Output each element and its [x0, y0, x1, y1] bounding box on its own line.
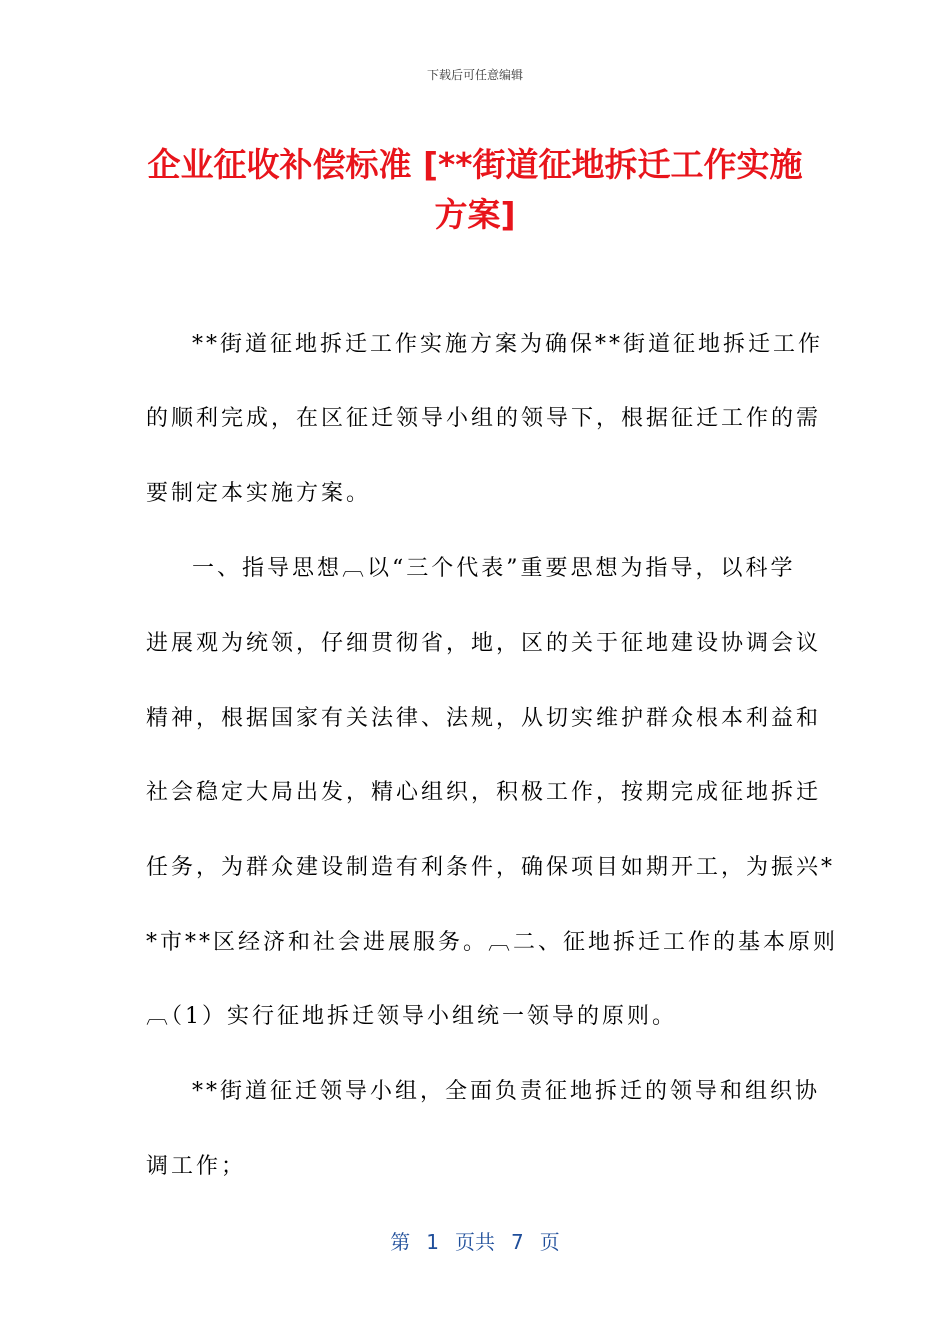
page-label-mid: 页共	[455, 1230, 495, 1254]
page-label-prefix: 第	[390, 1230, 411, 1254]
body-line: 的顺利完成，在区征迁领导小组的领导下，根据征迁工作的需	[146, 406, 822, 431]
body-line: 任务，为群众建设制造有利条件，确保项目如期开工，为振兴*	[146, 855, 836, 880]
header-note: 下载后可任意编辑	[426, 68, 523, 82]
body-line: **街道征迁领导小组，全面负责征地拆迁的领导和组织协	[192, 1079, 821, 1104]
body-line: **街道征地拆迁工作实施方案为确保**街道征地拆迁工作	[192, 332, 824, 357]
page-footer	[0, 1226, 950, 1255]
document-title: 企业征收补偿标准 [**街道征地拆迁工作实施方案]	[147, 145, 803, 234]
body-line: 进展观为统领，仔细贯彻省，地，区的关于征地建设协调会议	[146, 631, 822, 656]
body-line: 要制定本实施方案。	[146, 481, 372, 506]
body-line: 调工作；	[146, 1154, 247, 1179]
body-line: 社会稳定大局出发，精心组织，积极工作，按期完成征地拆迁	[146, 780, 822, 805]
page-current: 1	[426, 1230, 439, 1254]
body-line: 一、指导思想︹以“三个代表”重要思想为指导，以科学	[192, 556, 796, 581]
page-label-suffix: 页	[539, 1230, 560, 1254]
body-line: 精神，根据国家有关法律、法规，从切实维护群众根本利益和	[146, 706, 822, 731]
page-total: 7	[511, 1230, 524, 1254]
body-line: ︹（1）实行征地拆迁领导小组统一领导的原则。	[146, 1004, 677, 1029]
body-line: *市**区经济和社会进展服务。︹二、征地拆迁工作的基本原则	[146, 930, 839, 955]
